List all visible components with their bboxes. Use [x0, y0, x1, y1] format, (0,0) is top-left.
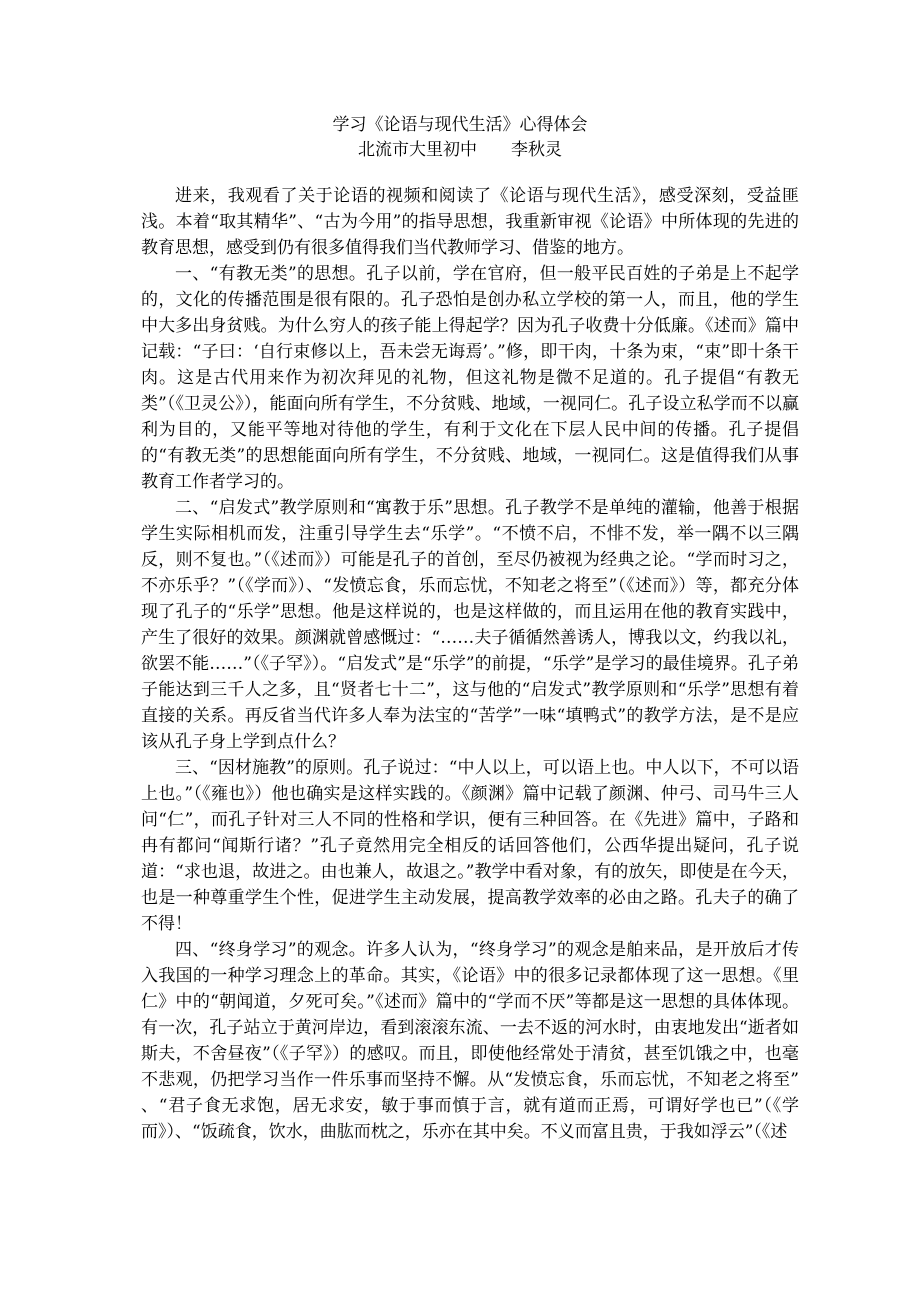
- paragraph-section-2: 二、“启发式”教学原则和“寓教于乐”思想。孔子教学不是单纯的灌输，他善于根据学生实际相机而发，注重引导学生去“乐学”。“不愤不启，不悱不发，举一隅不以三隅反，则不复也。”（《述而》）可能是孔子的首创，至尽仍被视为经典之论。“学而时习之，不亦乐乎？”（《学而》）、“发愤忘食，乐而忘忧，不知老之将至”（《述而》）等，都充分体现了孔子的“乐学”思想。他是这样说的，也是这样做的，而且运用在他的教育实践中，产生了很好的效果。颜渊就曾感慨过：“……夫子循循然善诱人，博我以文，约我以礼，欲罢不能……”（《子罕》）。“启发式”是“乐学”的前提，“乐学”是学习的最佳境界。孔子弟子能达到三千人之多，且“贤者七十二”，这与他的“启发式”教学原则和“乐学”思想有着直接的关系。再反省当代许多人奉为法宝的“苦学”一味“填鸭式”的教学方法，是不是应该从孔子身上学到点什么？: [141, 498, 799, 752]
- document-title: 学习《论语与现代生活》心得体会: [332, 115, 588, 135]
- author-line: [0, 138, 920, 162]
- author-name: 李秋灵: [511, 140, 562, 160]
- paragraph-section-4: 四、“终身学习”的观念。许多人认为，“终身学习”的观念是舶来品，是开放后才传入我国的一种学习理念上的革命。其实，《论语》中的很多记录都体现了这一思想。《里仁》中的“朝闻道，夕死可矣。”《述而》篇中的“学而不厌”等都是这一思想的具体体现。有一次，孔子站立于黄河岸边，看到滚滚东流、一去不返的河水时，由衷地发出“逝者如斯夫，不舍昼夜”（《子罕》）的感叹。而且，即使他经常处于清贫，甚至饥饿之中，也毫不悲观，仍把学习当作一件乐事而坚持不懈。从“发愤忘食，乐而忘忧，不知老之将至” 、“君子食无求饱，居无求安，敏于事而慎于言，就有道而正焉，可谓好学也已”（《学而》）、“饭疏食，饮水，曲肱而枕之，乐亦在其中矣。不义而富且贵，于我如浮云”（《述: [141, 940, 799, 1142]
- school-name: 北流市大里初中: [358, 140, 477, 160]
- document-body: [141, 183, 799, 1145]
- paragraph-section-1: 一、“有教无类”的思想。孔子以前，学在官府，但一般平民百姓的子弟是上不起学的，文化的传播范围是很有限的。孔子恐怕是创办私立学校的第一人，而且，他的学生中大多出身贫贱。为什么穷人的孩子能上得起学？因为孔子收费十分低廉。《述而》篇中记载：“子曰：‘自行束修以上，吾未尝无诲焉’。”修，即干肉，十条为束，“束”即十条干肉。这是古代用来作为初次拜见的礼物，但这礼物是微不足道的。孔子提倡“有教无类”（《卫灵公》），能面向所有学生，不分贫贱、地域，一视同仁。孔子设立私学而不以赢利为目的，又能平等地对待他的学生，有利于文化在下层人民中间的传播。孔子提倡的“有教无类”的思想能面向所有学生，不分贫贱、地域，一视同仁。这是值得我们从事教育工作者学习的。: [141, 264, 799, 492]
- paragraph-section-3: 三、“因材施教”的原则。孔子说过：“中人以上，可以语上也。中人以下，不可以语上也。”（《雍也》）他也确实是这样实践的。《颜渊》篇中记载了颜渊、仲弓、司马牛三人问“仁”，而孔子针对三人不同的性格和学识，便有三种回答。在《先进》篇中，子路和冉有都问“闻斯行诸？”孔子竟然用完全相反的话回答他们，公西华提出疑问，孔子说道：“求也退，故进之。由也兼人，故退之。”教学中看对象，有的放矢，即使是在今天，也是一种尊重学生个性，促进学生主动发展，提高教学效率的必由之路。孔夫子的确了不得！: [141, 758, 799, 934]
- paragraph-intro: 进来，我观看了关于论语的视频和阅读了《论语与现代生活》，感受深刻，受益匪浅。本着“取其精华”、“古为今用”的指导思想，我重新审视《论语》中所体现的先进的教育思想，感受到仍有很多值得我们当代教师学习、借鉴的地方。: [141, 186, 799, 258]
